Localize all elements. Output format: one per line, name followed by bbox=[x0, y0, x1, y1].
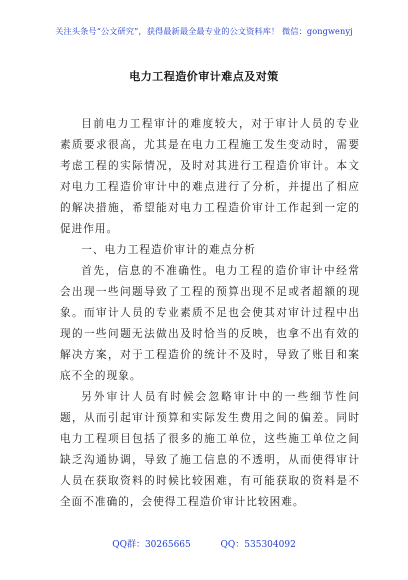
section-heading: 一、电力工程造价审计的难点分析 bbox=[81, 244, 256, 256]
document-body bbox=[60, 114, 360, 513]
footer-qq-group: QQ群：30265665 bbox=[112, 540, 191, 550]
section-paragraph-1: 首先，信息的不准确性。电力工程的造价审计中经常会出现一些问题导致了工程的预算出现不足或者超额的现象。而审计人员的专业素质不足也会使其对审计过程中出现的一些问题无法做出及时恰当的反映，也拿不出有效的解决方案，对于工程造价的统计不及时，导致了账目和案底不全的现象。 bbox=[60, 265, 360, 382]
section-paragraph-2: 另外审计人员有时候会忽略审计中的一些细节性问题，从而引起审计预算和实际发生费用之间的偏差。同时电力工程项目包括了很多的施工单位，这些施工单位之间缺乏沟通协调，导致了施工信息的不透明，从而使得审计人员在获取资料的时候比较困难，有可能获取的资料是不全面不准确的，会使得工程造价审计比较困难。 bbox=[60, 391, 360, 508]
intro-paragraph: 目前电力工程审计的难度较大，对于审计人员的专业素质要求很高，尤其是在电力工程施工发生变动时，需要考虑工程的实际情况，及时对其进行工程造价审计。本文对电力工程造价审计中的难点进行了分析，并提出了相应的解决措施，希望能对电力工程造价审计工作起到一定的促进作用。 bbox=[60, 118, 360, 235]
header-banner: 关注头条号“公文研究”，获得最新最全最专业的公文资料库！ 微信：gongwenyj bbox=[55, 26, 353, 36]
footer-contact bbox=[0, 537, 408, 550]
footer-qq: QQ：535304092 bbox=[220, 540, 296, 550]
document-title: 电力工程造价审计难点及对策 bbox=[129, 70, 279, 83]
